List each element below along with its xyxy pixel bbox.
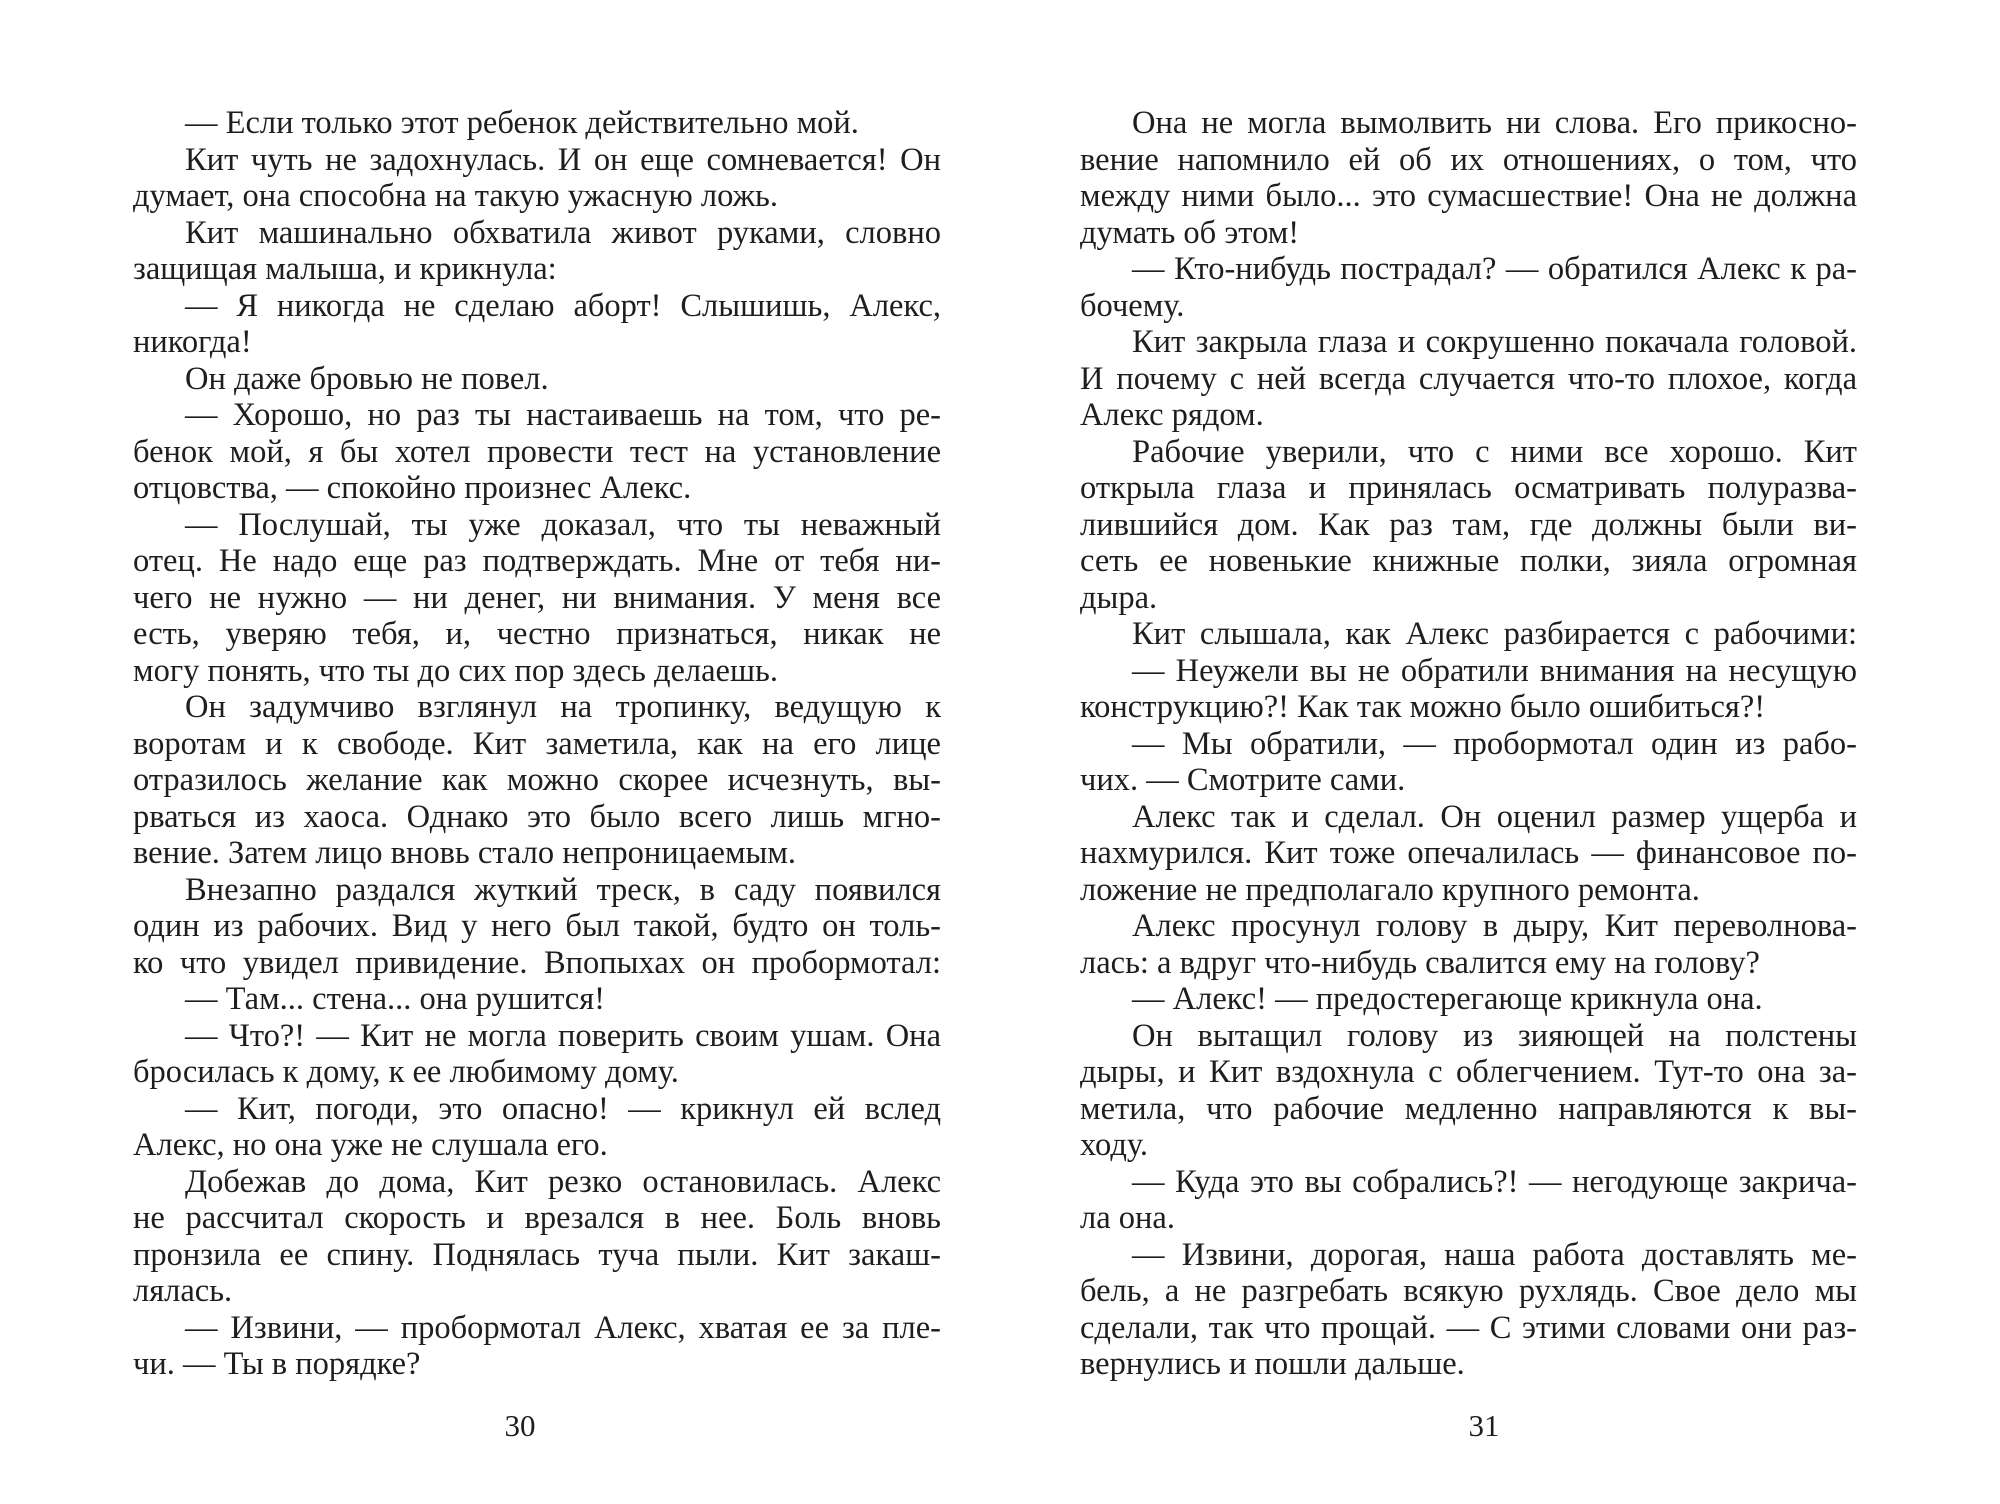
- text-line: вернулись и пошли дальше.: [1080, 1346, 1465, 1382]
- text-line: чего не нужно — ни денег, ни внимания. У меня все: [133, 579, 941, 616]
- text-line: Кит слышала, как Алекс разбирается с рабочими:: [1132, 616, 1857, 652]
- text-line: открыла глаза и принялась осматривать полуразва-: [1080, 470, 1857, 506]
- text-line: отец. Не надо еще раз подтверждать. Мне от тебя ни-: [133, 543, 941, 579]
- text-line: рваться из хаоса. Однако это было всего лишь мгно-: [133, 798, 941, 835]
- text-line: есть, уверяю тебя, и, честно признаться, никак не: [133, 616, 941, 652]
- text-line: Кит чуть не задохнулась. И он еще сомневается! Он: [185, 141, 941, 178]
- text-line: — Куда это вы собрались?! — негодующе закрича-: [1132, 1163, 1857, 1200]
- text-line: защищая малыша, и крикнула:: [133, 251, 557, 287]
- text-line: дыра.: [1080, 579, 1158, 616]
- text-line: вение. Затем лицо вновь стало непроницаемым.: [133, 835, 797, 871]
- text-line: бель, а не разгребать всякую рухлядь. Свое дело мы: [1080, 1273, 1857, 1309]
- text-line: бросилась к дому, к ее любимому дому.: [133, 1054, 679, 1090]
- text-line: — Послушай, ты уже доказал, что ты неважный: [185, 506, 941, 543]
- text-line: не рассчитал скорость и врезался в нее. Боль вновь: [133, 1200, 941, 1236]
- text-line: думать об этом!: [1080, 214, 1300, 251]
- text-line: вение напомнило ей об их отношениях, о том, что: [1080, 141, 1857, 178]
- text-line: ла она.: [1080, 1200, 1175, 1236]
- text-line: ко что увидел привидение. Впопыхах он пробормотал:: [133, 944, 941, 981]
- text-line: Алекс, но она уже не слушала его.: [133, 1127, 608, 1163]
- text-line: Алекс рядом.: [1080, 397, 1264, 433]
- left-page-number: 30: [504, 1408, 536, 1443]
- text-line: — Извини, дорогая, наша работа доставлять ме-: [1132, 1236, 1857, 1273]
- text-line: — Там... стена... она рушится!: [185, 981, 606, 1017]
- text-line: — Я никогда не сделаю аборт! Слышишь, Алекс,: [185, 287, 941, 324]
- text-line: лась: а вдруг что-нибудь свалится ему на голову?: [1080, 944, 1760, 981]
- text-line: один из рабочих. Вид у него был такой, будто он толь-: [133, 908, 941, 944]
- text-line: ложение не предполагало крупного ремонта.: [1080, 871, 1700, 908]
- text-line: Кит машинально обхватила живот руками, словно: [185, 214, 941, 251]
- text-line: никогда!: [133, 324, 252, 360]
- text-line: — Неужели вы не обратили внимания на несущую: [1132, 652, 1857, 689]
- text-line: конструкцию?! Как так можно было ошибиться?!: [1080, 689, 1766, 725]
- text-line: бенок мой, я бы хотел провести тест на установление: [133, 433, 941, 470]
- text-line: сеть ее новенькие книжные полки, зияла огромная: [1080, 543, 1857, 579]
- text-line: воротам и к свободе. Кит заметила, как на его лице: [133, 725, 941, 762]
- text-line: Он вытащил голову из зияющей на полстены: [1132, 1017, 1857, 1054]
- text-line: думает, она способна на такую ужасную ложь.: [133, 178, 778, 214]
- text-line: Рабочие уверили, что с ними все хорошо. Кит: [1132, 433, 1857, 470]
- text-line: сделали, так что прощай. — С этими словами они раз-: [1080, 1309, 1857, 1346]
- left-page-text: [133, 105, 941, 1383]
- text-line: Алекс так и сделал. Он оценил размер ущерба и: [1132, 798, 1857, 835]
- right-page: [1000, 0, 2000, 1504]
- text-line: метила, что рабочие медленно направляются к вы-: [1080, 1090, 1857, 1127]
- text-line: — Кто-нибудь пострадал? — обратился Алекс к ра-: [1132, 251, 1857, 287]
- text-line: Алекс просунул голову в дыру, Кит переволнова-: [1132, 908, 1857, 944]
- text-line: — Хорошо, но раз ты настаиваешь на том, что ре-: [185, 397, 941, 433]
- text-line: бочему.: [1080, 287, 1185, 324]
- right-page-number: 31: [1468, 1408, 1500, 1443]
- text-line: отразилось желание как можно скорее исчезнуть, вы-: [133, 762, 941, 798]
- text-line: пронзила ее спину. Поднялась туча пыли. Кит закаш-: [133, 1236, 941, 1273]
- text-line: И почему с ней всегда случается что-то плохое, когда: [1080, 360, 1857, 397]
- text-line: лившийся дом. Как раз там, где должны были ви-: [1080, 506, 1857, 543]
- text-line: чих. — Смотрите сами.: [1080, 762, 1406, 798]
- text-line: могу понять, что ты до сих пор здесь делаешь.: [133, 652, 778, 689]
- text-line: — Извини, — пробормотал Алекс, хватая ее за пле-: [185, 1309, 941, 1346]
- text-line: ходу.: [1080, 1127, 1148, 1163]
- text-line: — Алекс! — предостерегающе крикнула она.: [1132, 981, 1763, 1017]
- text-line: — Что?! — Кит не могла поверить своим ушам. Она: [185, 1017, 941, 1054]
- text-line: — Если только этот ребенок действительно мой.: [185, 105, 859, 141]
- text-line: дыры, и Кит вздохнула с облегчением. Тут-то она за-: [1080, 1054, 1857, 1090]
- text-line: чи. — Ты в порядке?: [133, 1346, 421, 1382]
- text-line: отцовства, — спокойно произнес Алекс.: [133, 470, 692, 506]
- text-line: — Мы обратили, — пробормотал один из рабо-: [1132, 725, 1857, 762]
- text-line: — Кит, погоди, это опасно! — крикнул ей вслед: [185, 1090, 941, 1127]
- text-line: между ними было... это сумасшествие! Она не должна: [1080, 178, 1857, 214]
- text-line: Кит закрыла глаза и сокрушенно покачала головой.: [1132, 324, 1857, 360]
- text-line: Внезапно раздался жуткий треск, в саду появился: [185, 871, 941, 908]
- text-line: Она не могла вымолвить ни слова. Его прикосно-: [1132, 105, 1857, 141]
- text-line: лялась.: [133, 1273, 233, 1309]
- text-line: Он задумчиво взглянул на тропинку, ведущую к: [185, 689, 941, 725]
- text-line: Он даже бровью не повел.: [185, 360, 549, 397]
- text-line: нахмурился. Кит тоже опечалилась — финансовое по-: [1080, 835, 1857, 871]
- text-line: Добежав до дома, Кит резко остановилась. Алекс: [185, 1163, 941, 1200]
- right-page-text: [1080, 105, 1857, 1383]
